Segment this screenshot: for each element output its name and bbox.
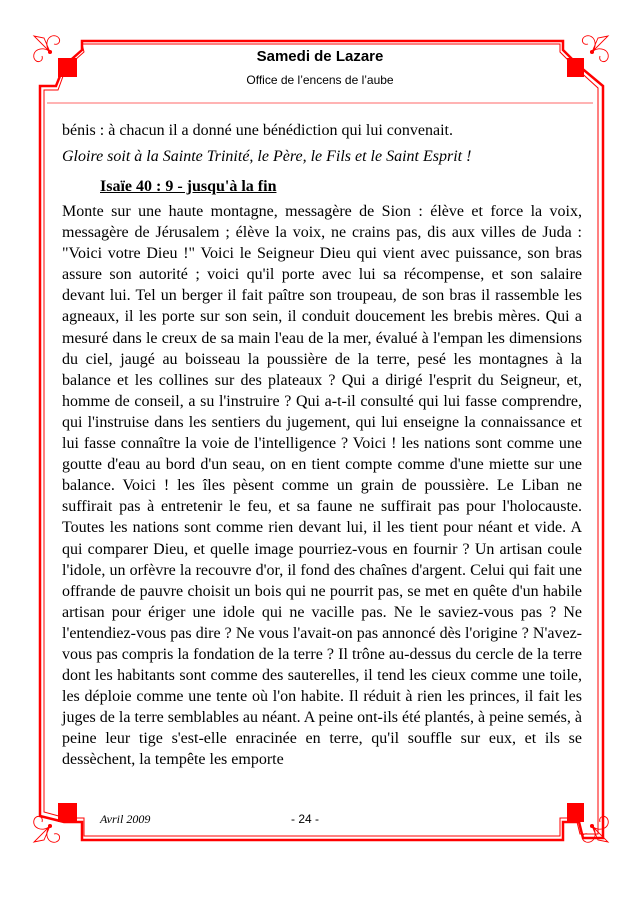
footer-date: Avril 2009 bbox=[100, 812, 151, 826]
page-subtitle: Office de l’encens de l’aube bbox=[246, 73, 394, 87]
corner-square-bottom-right bbox=[567, 803, 584, 822]
page-number: - 24 - bbox=[291, 812, 320, 826]
reading-title: Isaïe 40 : 9 - jusqu'à la fin bbox=[100, 178, 277, 195]
reading-body: Monte sur une haute montagne, messagère de Sion : élève et force la voix, messagère de Jérusalem ; élève la voix, ne crains pas, dis aux villes de Juda : "Voici votre Dieu !" Voici le Seigneur Dieu qui vient avec puissance, son bras assure son autorité ; voici qu'il porte avec lui sa récompense, et son salaire devant lui. Tel un berger il fait paître son troupeau, de son bras il rassemble les agneaux, il les porte sur son sein, il conduit doucement les brebis mères. Qui a mesuré dans le creux de sa main l'eau de la mer, évalué à l'empan les dimensions du ciel, jaugé au boisseau la poussière de la terre, pesé les montagnes à la balance et les collines sur des plateaux ? Qui a dirigé l'esprit du Seigneur, et, homme de conseil, a su l'instruire ? Qui a-t-il consulté qui lui fasse comprendre, qui l'instruise dans les sentiers du jugement, qui lui enseigne la connaissance et lui fasse connaître la voie de l'intelligence ? Voici ! les nations sont comme une goutte d'eau au bord d'un seau, on en tient compte comme d'une miette sur une balance. Voici ! les îles pèsent comme un grain de poussière. Le Liban ne suffirait pas à entretenir le feu, et sa faune ne suffirait pas pour l'holocauste. Toutes les nations sont comme rien devant lui, il les tient pour néant et vide. A qui comparer Dieu, et quelle image pourriez-vous en fournir ? Un artisan coule l'idole, un orfèvre la recouvre d'or, il fond des chaînes d'argent. Celui qui fait une offrande de pauvre choisit un bois qui ne pourrit pas, se met en quête d'un habile artisan pour ériger une idole qui ne vacille pas. Ne le saviez-vous pas ? Ne l'entendiez-vous pas dire ? Ne vous l'avait-on pas annoncé dès l'origine ? N'avez-vous pas compris la fondation de la terre ? Il trône au-dessus du cercle de la terre dont les habitants sont comme des sauterelles, il tend les cieux comme une toile, les déploie comme une tente où l'on habite. Il réduit à rien les princes, il fait les juges de la terre semblables au néant. A peine ont-ils été plantés, à peine semés, à peine leur tige s'est-elle enracinée en terre, qu'il souffle sur eux, et ils se dessèchent, la tempête les emporte bbox=[62, 203, 582, 769]
doxology: Gloire soit à la Sainte Trinité, le Père, le Fils et le Saint Esprit ! bbox=[62, 148, 472, 165]
page-content bbox=[62, 121, 582, 771]
intro-line: bénis : à chacun il a donné une bénédiction qui lui convenait. bbox=[62, 122, 453, 139]
page-title: Samedi de Lazare bbox=[256, 48, 384, 65]
corner-square-bottom-left bbox=[58, 803, 77, 822]
page-header bbox=[47, 48, 593, 88]
